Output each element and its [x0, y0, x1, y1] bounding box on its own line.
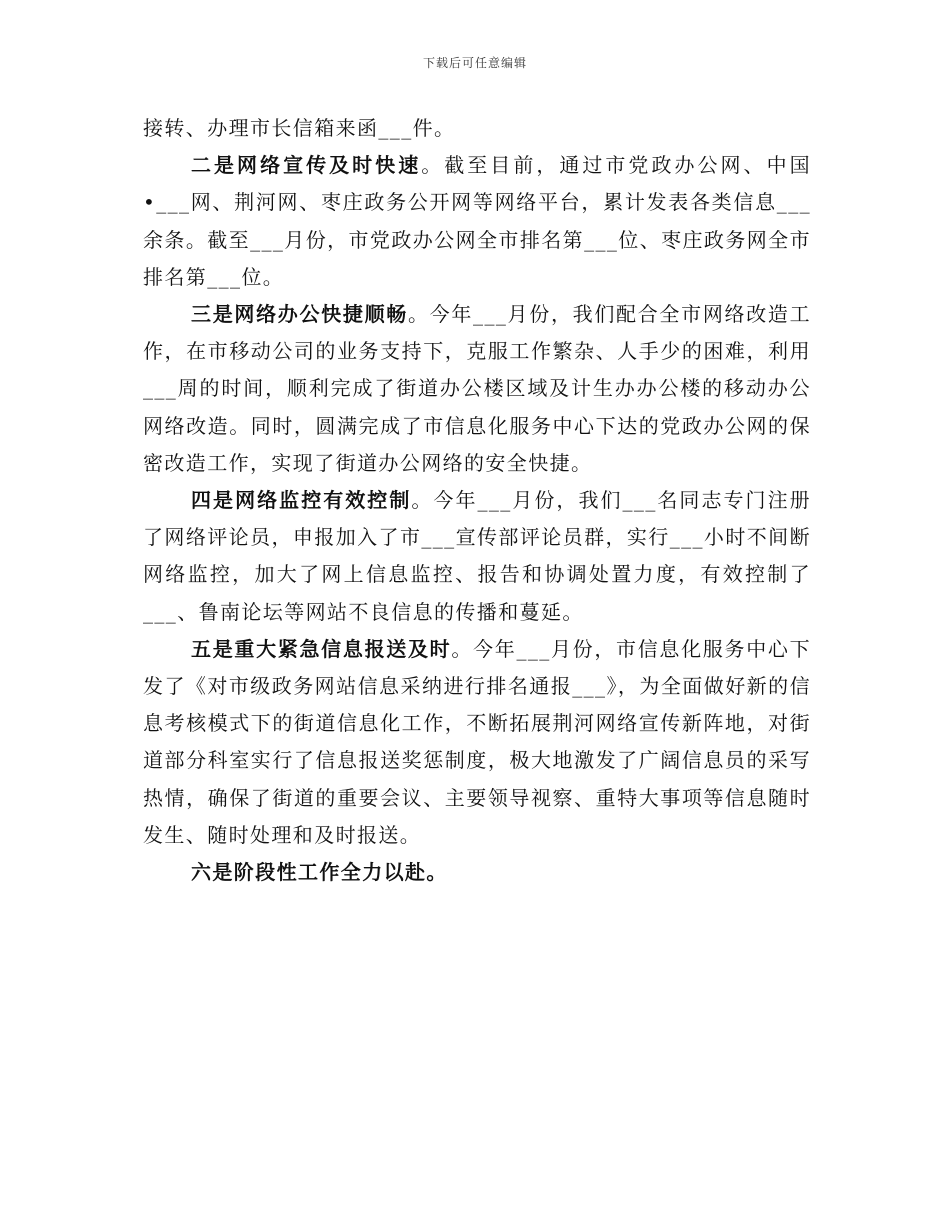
paragraph-text: 。截至目前，通过市党政办公网、中国•___网、荆河网、枣庄政务公开网等网络平台，累计发表各类信息___余条。截至___月份，市党政办公网全市排名第___位、枣庄政务网全市排名第___位。 [143, 153, 811, 289]
paragraph-lead: 六是阶段性工作全力以赴。 [191, 860, 448, 885]
paragraph-text: 接转、办理市长信箱来函___件。 [143, 116, 456, 140]
paragraph-text: 。今年___月份，我们配合全市网络改造工作，在市移动公司的业务支持下，克服工作繁杂、人手少的困难，利用___周的时间，顺利完成了街道办公楼区域及计生办办公楼的移动办公网络改造。同时，圆满完成了市信息化服务中心下达的党政办公网的保密改造工作，实现了街道办公网络的安全快捷。 [143, 302, 812, 475]
paragraph-text: 。今年___月份，市信息化服务中心下发了《对市级政务网站信息采纳进行排名通报___》，为全面做好新的信息考核模式下的街道信息化工作，不断拓展荆河网络宣传新阵地，对街道部分科室实行了信息报送奖惩制度，极大地激发了广阔信息员的采写热情，确保了街道的重要会议、主要领导视察、重特大事项等信息随时发生、随时处理和及时报送。 [143, 636, 811, 847]
paragraph-network-office [143, 296, 811, 482]
paragraph-lead: 四是网络监控有效控制 [191, 488, 412, 513]
page-header-note: 下载后可任意编辑 [422, 56, 527, 70]
paragraph-lead: 三是网络办公快捷顺畅 [191, 302, 408, 327]
paragraph-lead: 二是网络宣传及时快速 [191, 153, 422, 178]
paragraph-phase-work [143, 854, 811, 891]
paragraph-continuation [143, 110, 811, 147]
paragraph-network-publicity [143, 147, 811, 296]
paragraph-network-monitoring [143, 482, 811, 631]
paragraph-urgent-reporting [143, 631, 811, 854]
paragraph-text: 。今年___月份，我们___名同志专门注册了网络评论员，申报加入了市___宣传部评论员群，实行___小时不间断网络监控，加大了网上信息监控、报告和协调处置力度，有效控制了___、鲁南论坛等网站不良信息的传播和蔓延。 [143, 488, 812, 624]
document-body [143, 110, 811, 891]
paragraph-lead: 五是重大紧急信息报送及时 [191, 636, 452, 661]
